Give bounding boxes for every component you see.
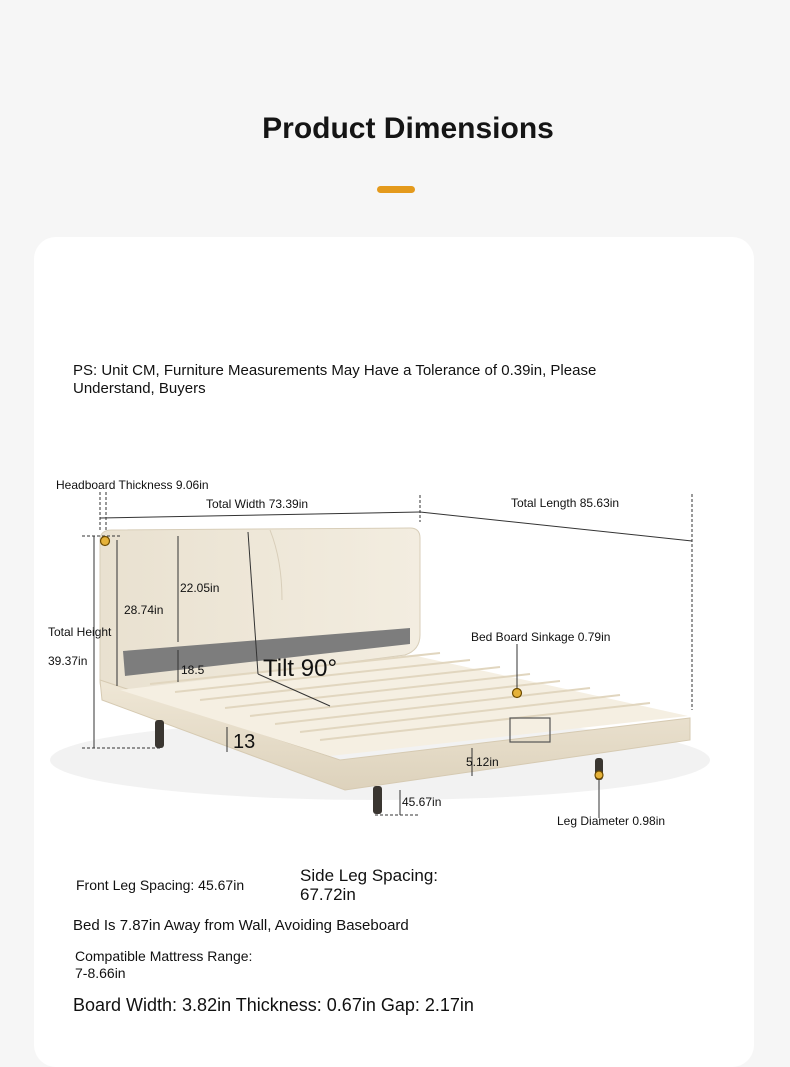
upper-height-label: 28.74in (124, 603, 164, 617)
pad-height-label: 18.5 (181, 663, 205, 677)
total-height-value: 39.37in (48, 654, 88, 668)
side-leg-spacing-line1: Side Leg Spacing: (300, 866, 438, 885)
bed-board-sinkage-label: Bed Board Sinkage 0.79in (471, 630, 611, 644)
tilt-label: Tilt 90° (263, 655, 338, 682)
page-title: Product Dimensions (262, 112, 554, 145)
mattress-range-line1: Compatible Mattress Range: (75, 948, 253, 964)
total-length-label: Total Length 85.63in (511, 496, 620, 510)
board-specs: Board Width: 3.82in Thickness: 0.67in Gap: 2.17in (73, 995, 474, 1015)
front-leg-spacing: Front Leg Spacing: 45.67in (76, 877, 245, 893)
leg-height-label: 45.67in (402, 795, 442, 809)
total-height-label: Total Height (48, 625, 112, 639)
total-width-label: Total Width 73.39in (206, 497, 309, 511)
headboard-thickness-label: Headboard Thickness 9.06in (56, 478, 209, 492)
away-from-wall-note: Bed Is 7.87in Away from Wall, Avoiding Baseboard (73, 917, 409, 934)
side-leg-spacing-line2: 67.72in (300, 885, 356, 904)
frame-height-label: 13 (233, 731, 256, 753)
tolerance-note: PS: Unit CM, Furniture Measurements May Have a Tolerance of 0.39in, Please Understand, Buyers (73, 362, 597, 397)
headboard-height-label: 22.05in (180, 581, 220, 595)
leg-diameter-label: Leg Diameter 0.98in (557, 814, 666, 828)
mattress-range-line2: 7-8.66in (75, 965, 126, 981)
side-height-label: 5.12in (466, 755, 499, 769)
